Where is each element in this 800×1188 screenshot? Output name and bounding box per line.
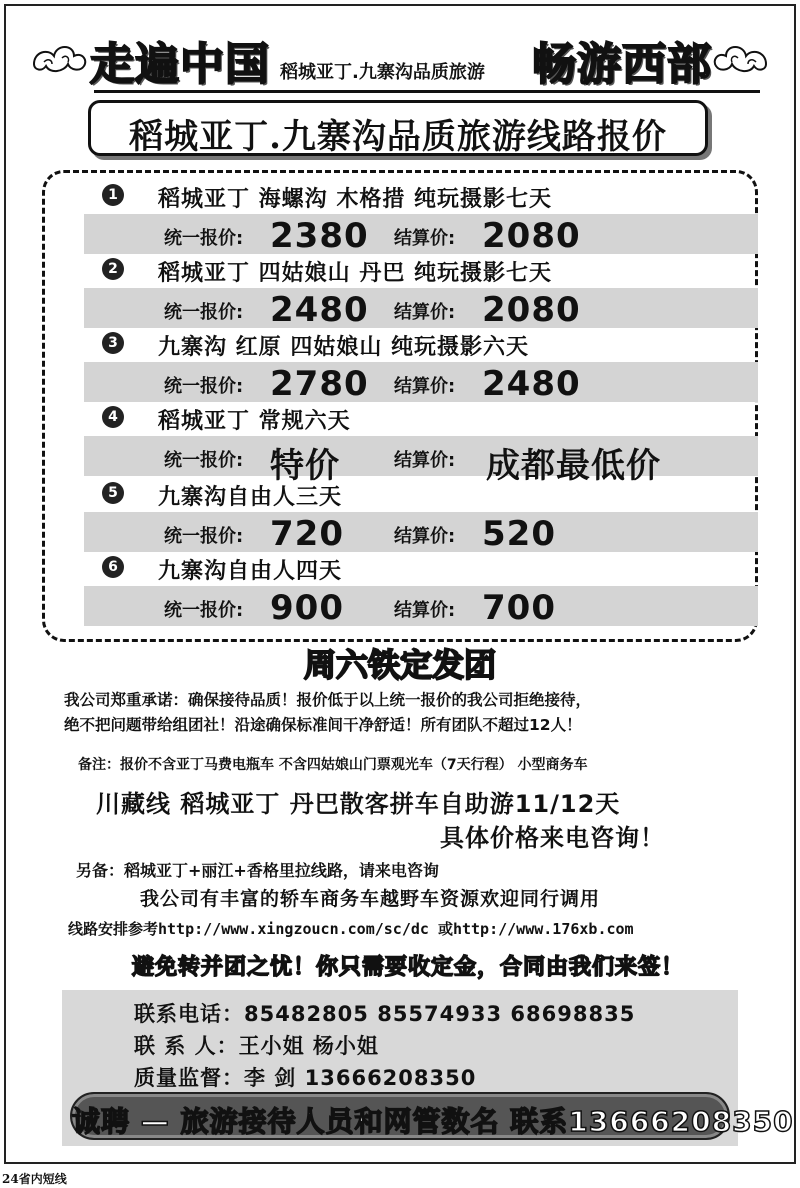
settle-price: 700: [482, 588, 556, 628]
unified-price-label: 统一报价:: [164, 600, 244, 621]
route-number-badge: 4: [102, 406, 124, 428]
settle-price-label: 结算价:: [394, 302, 456, 323]
promise-line: 我公司郑重承诺：确保接待品质！报价低于以上统一报价的我公司拒绝接待，: [64, 691, 592, 709]
unified-price: 720: [270, 514, 344, 554]
vehicle-resources: 我公司有丰富的轿车商务车越野车资源欢迎同行调用: [140, 888, 601, 910]
settle-price: 2080: [482, 290, 581, 330]
settle-price-label: 结算价:: [394, 228, 456, 249]
promise-line: 绝不把问题带给组团社！沿途确保标准间干净舒适！所有团队不超过12人！: [64, 716, 582, 734]
route-name: 九寨沟自由人四天: [158, 559, 343, 584]
route-name: 九寨沟 红原 四姑娘山 纯玩摄影六天: [158, 335, 529, 360]
unified-price: 特价: [270, 446, 340, 486]
settle-price: 2480: [482, 364, 581, 404]
route-number-badge: 2: [102, 258, 124, 280]
page-footer: 24省内短线: [2, 1172, 67, 1186]
reference-links: 线路安排参考http://www.xingzoucn.com/sc/dc 或http://www.176xb.com: [68, 920, 634, 938]
unified-price-label: 统一报价:: [164, 228, 244, 249]
unified-price: 2780: [270, 364, 369, 404]
contact-box: [62, 990, 794, 1146]
extra-route: 另备：稻城亚丁+丽江+香格里拉线路，请来电咨询: [76, 861, 439, 880]
unified-price-label: 统一报价:: [164, 450, 244, 471]
quality-supervisor: 质量监督：李 剑 13666208350: [134, 1066, 477, 1090]
unified-price: 900: [270, 588, 344, 628]
header-rule: [94, 90, 760, 93]
route-name: 九寨沟自由人三天: [158, 485, 343, 510]
contact-person: 联 系 人：王小姐 杨小姐: [134, 1034, 379, 1058]
recruitment-banner: [70, 1092, 794, 1140]
inquiry-text: 具体价格来电咨询！: [440, 824, 665, 852]
settle-price-label: 结算价:: [394, 600, 456, 621]
route-name: 稻城亚丁 常规六天: [158, 409, 351, 434]
unified-price-label: 统一报价:: [164, 526, 244, 547]
unified-price-label: 统一报价:: [164, 376, 244, 397]
slogan: 避免转并团之忧！你只需要收定金，合同由我们来签！: [131, 955, 684, 980]
company-promise: [64, 688, 754, 738]
header-left-title: 走遍中国: [90, 39, 270, 90]
route-name: 稻城亚丁 四姑娘山 丹巴 纯玩摄影七天: [158, 261, 552, 286]
header: [30, 14, 770, 88]
header-subtitle: 稻城亚丁.九寨沟品质旅游: [280, 62, 485, 83]
route-number-badge: 5: [102, 482, 124, 504]
title-banner: [88, 100, 708, 156]
settle-price-label: 结算价:: [394, 526, 456, 547]
route-number-badge: 3: [102, 332, 124, 354]
route-number-badge: 6: [102, 556, 124, 578]
remark-note: 备注：报价不含亚丁马费电瓶车 不含四姑娘山门票观光车（7天行程） 小型商务车: [78, 757, 588, 773]
sichuan-tibet-route: 川藏线 稻城亚丁 丹巴散客拼车自助游11/12天: [96, 790, 621, 818]
contact-phone: 联系电话：85482805 85574933 68698835: [134, 1002, 636, 1026]
cloud-ornament-left-icon: [30, 34, 90, 78]
route-name: 稻城亚丁 海螺沟 木格措 纯玩摄影七天: [158, 187, 552, 212]
header-right-title: 畅游西部: [532, 39, 712, 90]
cloud-ornament-right-icon: [710, 34, 770, 78]
settle-price-label: 结算价:: [394, 450, 456, 471]
unified-price: 2480: [270, 290, 369, 330]
settle-price: 2080: [482, 216, 581, 256]
page-title: 稻城亚丁.九寨沟品质旅游线路报价: [129, 117, 667, 157]
settle-price-label: 结算价:: [394, 376, 456, 397]
settle-price: 成都最低价: [486, 446, 661, 486]
unified-price: 2380: [270, 216, 369, 256]
unified-price-label: 统一报价:: [164, 302, 244, 323]
saturday-departure-badge: 周六铁定发团: [303, 646, 496, 684]
recruitment-text: 诚聘 — 旅游接待人员和网管数名 联系13666208350: [72, 1105, 794, 1138]
settle-price: 520: [482, 514, 556, 554]
route-number-badge: 1: [102, 184, 124, 206]
